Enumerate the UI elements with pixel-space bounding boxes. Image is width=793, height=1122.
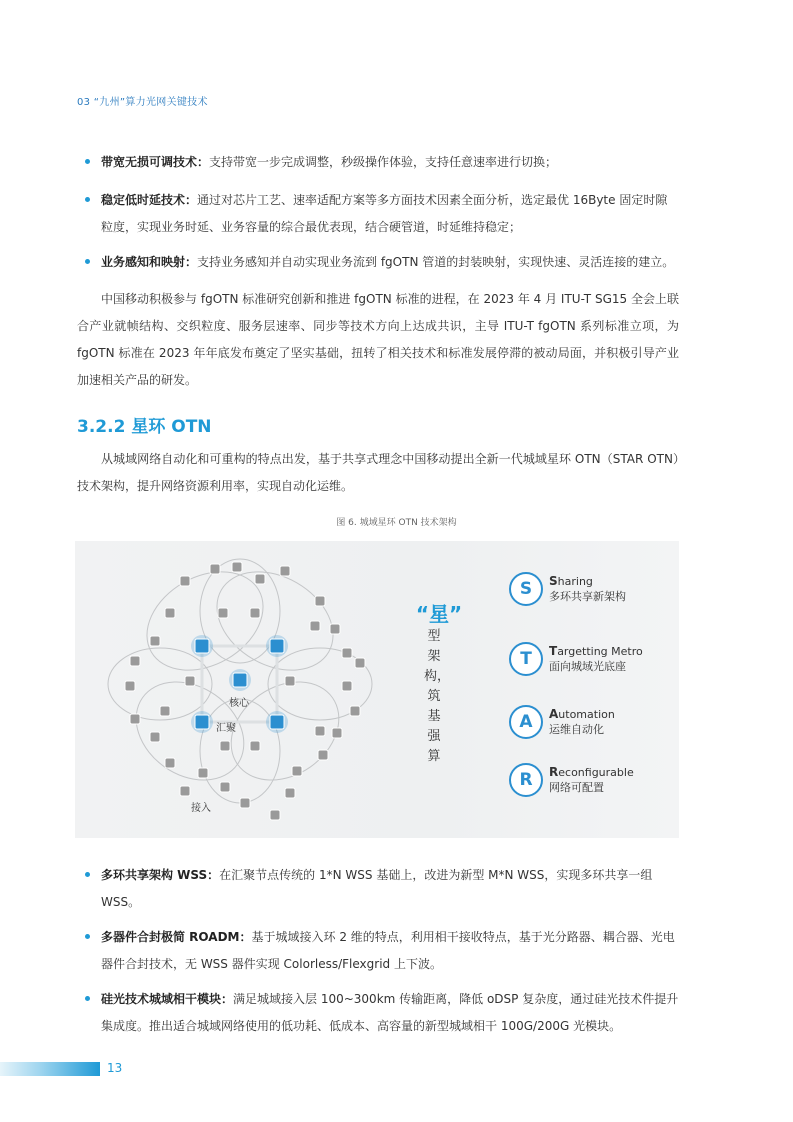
- bullet-text: 通过对芯片工艺、速率适配方案等多方面技术因素全面分析，选定最优 16Byte 固定时隙粒度，实现业务时延、业务容量的综合最优表现，结合硬管道，时延维持稳定；: [101, 193, 668, 234]
- access-node: [180, 786, 190, 796]
- access-node: [250, 608, 260, 618]
- ring-path: [129, 552, 280, 690]
- bullet-lead: 带宽无损可调技术：: [101, 155, 210, 169]
- access-node: [160, 706, 170, 716]
- item-subtitle: 多环共享新架构: [549, 590, 626, 603]
- access-node: [255, 574, 265, 584]
- bullet-dot: [85, 259, 90, 264]
- bullet-text: 满足城域接入层 100~300km 传输距离，降低 oDSP 复杂度，通过硅光技术件提升集成度。推出适合城域网络使用的低功耗、低成本、高容量的新型城域相干 100G/200G 光模块。: [101, 992, 679, 1033]
- access-node: [285, 676, 295, 686]
- paragraph-star-otn: 从城域网络自动化和可重构的特点出发，基于共享式理念中国移动提出全新一代城域星环 OTN（STAR OTN）技术架构，提升网络资源利用率，实现自动化运维。: [77, 452, 679, 493]
- bullet-text: 基于城域接入环 2 维的特点，利用相干接收特点，基于光分路器、耦合器、光电器件合封技术，无 WSS 器件实现 Colorless/Flexgrid 上下波。: [101, 930, 675, 971]
- figure-star-otn: [75, 541, 679, 838]
- star-vertical-text: 型架构，筑基强算: [424, 629, 451, 764]
- bullet-lead: 硅光技术城域相干模块：: [101, 992, 234, 1006]
- core-label: 核心: [229, 698, 249, 709]
- access-node: [130, 656, 140, 666]
- bullet-silicon: [77, 986, 679, 1040]
- letter-badge: R: [509, 763, 543, 797]
- bullet-bandwidth: [77, 149, 679, 176]
- access-node: [150, 732, 160, 742]
- access-label: 接入: [191, 803, 211, 814]
- letter-badge: A: [509, 705, 543, 739]
- access-node: [332, 728, 342, 738]
- network-diagram: [75, 541, 405, 838]
- access-node: [150, 636, 160, 646]
- bullet-dot: [85, 159, 90, 164]
- letter-badge: T: [509, 642, 543, 676]
- page-number: 13: [107, 1061, 123, 1075]
- aggregation-node: [195, 639, 209, 653]
- bullet-lead: 多环共享架构 WSS：: [101, 868, 220, 882]
- access-node: [220, 741, 230, 751]
- bullet-mapping: [77, 249, 679, 276]
- aggregation-label: 汇聚: [216, 723, 236, 734]
- ring-path: [199, 552, 350, 690]
- access-node: [318, 750, 328, 760]
- access-node: [330, 624, 340, 634]
- bullet-text: 在汇聚节点传统的 1*N WSS 基础上，改进为新型 M*N WSS，实现多环共享一组 WSS。: [101, 868, 653, 909]
- aggregation-node: [270, 715, 284, 729]
- access-node: [125, 681, 135, 691]
- bullet-dot: [85, 872, 90, 877]
- bullet-roadm: [77, 924, 679, 978]
- access-node: [220, 782, 230, 792]
- access-node: [250, 741, 260, 751]
- access-node: [280, 566, 290, 576]
- access-node: [315, 596, 325, 606]
- access-node: [180, 576, 190, 586]
- bullet-latency: [77, 187, 679, 241]
- aggregation-node: [195, 715, 209, 729]
- access-node: [130, 714, 140, 724]
- paragraph-fgotn: 中国移动积极参与 fgOTN 标准研究创新和推进 fgOTN 标准的进程，在 2023 年 4 月 ITU-T SG15 全会上联合产业就帧结构、交织粒度、服务层速率、同步等技术方向上达成共识，主导 ITU-T fgOTN 系列标准立项，为 fgOTN 标准在 2023 年年底发布奠定了坚实基础，扭转了相关技术和标准发展停滞的被动局面，并积极引导产业加速相关产品的研发。: [77, 292, 679, 387]
- access-node: [310, 621, 320, 631]
- access-node: [350, 706, 360, 716]
- item-subtitle: 网络可配置: [549, 781, 604, 794]
- access-node: [342, 648, 352, 658]
- access-node: [232, 562, 242, 572]
- item-title: Automation: [549, 707, 615, 721]
- item-subtitle: 运维自动化: [549, 723, 604, 736]
- access-node: [292, 766, 302, 776]
- access-node: [240, 798, 250, 808]
- access-node: [165, 608, 175, 618]
- item-title: Targetting Metro: [549, 644, 643, 658]
- bullet-text: 支持业务感知并自动实现业务流到 fgOTN 管道的封装映射，实现快速、灵活连接的建立。: [197, 255, 675, 269]
- item-title: Reconfigurable: [549, 765, 634, 779]
- access-node: [198, 768, 208, 778]
- star-heading: “星”: [415, 602, 463, 626]
- section-title: 3.2.2 星环 OTN: [77, 417, 212, 437]
- bullet-lead: 多器件合封极简 ROADM：: [101, 930, 252, 944]
- item-subtitle: 面向城域光底座: [549, 660, 626, 673]
- access-node: [270, 810, 280, 820]
- item-title: Sharing: [549, 574, 593, 588]
- access-node: [210, 564, 220, 574]
- bullet-wss: [77, 862, 679, 916]
- figure-caption: 图 6. 城域星环 OTN 技术架构: [336, 518, 457, 528]
- letter-badge: S: [509, 572, 543, 606]
- bullet-lead: 稳定低时延技术：: [101, 193, 198, 207]
- core-node: [233, 673, 247, 687]
- access-node: [355, 658, 365, 668]
- page-number-bar: [0, 1062, 100, 1076]
- bullet-lead: 业务感知和映射：: [101, 255, 198, 269]
- running-head: 03 “九州”算力光网关键技术: [77, 97, 208, 108]
- access-node: [315, 726, 325, 736]
- aggregation-node: [270, 639, 284, 653]
- bullet-text: 支持带宽一步完成调整，秒级操作体验，支持任意速率进行切换；: [209, 155, 558, 169]
- bullet-dot: [85, 197, 90, 202]
- access-node: [285, 788, 295, 798]
- bullet-dot: [85, 934, 90, 939]
- access-node: [342, 681, 352, 691]
- access-node: [218, 608, 228, 618]
- bullet-dot: [85, 996, 90, 1001]
- access-node: [185, 676, 195, 686]
- access-node: [165, 758, 175, 768]
